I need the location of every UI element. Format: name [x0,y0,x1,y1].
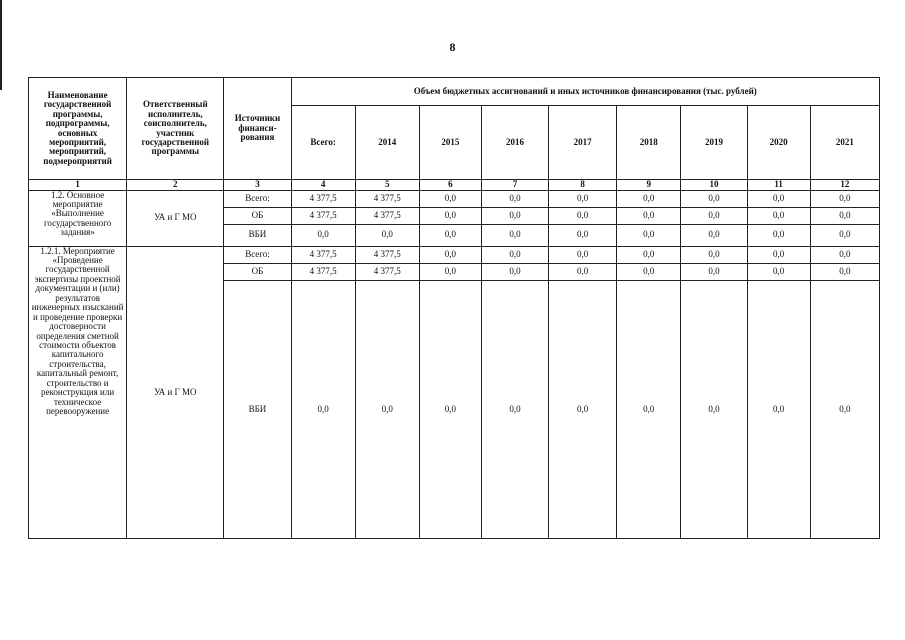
value-cell: 0,0 [810,224,879,246]
value-cell: 0,0 [617,246,681,263]
column-index: 2 [127,180,224,190]
value-cell: 4 377,5 [355,246,419,263]
source-cell: ОБ [224,263,291,280]
column-index: 6 [419,180,481,190]
header-sources: Источники финанси-рования [224,78,291,180]
column-index: 7 [481,180,548,190]
table-row [29,190,880,207]
source-cell: Всего: [224,190,291,207]
value-cell: 4 377,5 [291,190,355,207]
value-cell: 0,0 [355,224,419,246]
value-cell: 0,0 [747,224,810,246]
column-index: 4 [291,180,355,190]
source-cell: ОБ [224,207,291,224]
header-year: 2020 [747,106,810,180]
value-cell: 4 377,5 [291,207,355,224]
value-cell: 0,0 [549,246,617,263]
value-cell: 0,0 [810,246,879,263]
value-cell: 0,0 [549,263,617,280]
value-cell: 0,0 [291,224,355,246]
page-number: 8 [449,40,456,54]
executor-cell: УА и Г МО [127,190,224,246]
value-cell: 0,0 [291,280,355,538]
value-cell: 0,0 [810,190,879,207]
value-cell: 0,0 [681,190,747,207]
header-year: 2014 [355,106,419,180]
header-year: 2019 [681,106,747,180]
value-cell: 0,0 [419,263,481,280]
value-cell: 0,0 [681,207,747,224]
value-cell: 0,0 [481,280,548,538]
value-cell: 4 377,5 [291,246,355,263]
value-cell: 4 377,5 [355,263,419,280]
value-cell: 0,0 [419,190,481,207]
value-cell: 0,0 [617,263,681,280]
value-cell: 0,0 [481,224,548,246]
source-cell: ВБИ [224,224,291,246]
value-cell: 0,0 [747,263,810,280]
header-year: 2018 [617,106,681,180]
column-index-row [29,180,880,190]
column-index: 11 [747,180,810,190]
value-cell: 0,0 [481,190,548,207]
column-index: 12 [810,180,879,190]
column-index: 3 [224,180,291,190]
column-index: 5 [355,180,419,190]
value-cell: 0,0 [810,207,879,224]
header-year: 2016 [481,106,548,180]
value-cell: 0,0 [810,280,879,538]
header-total: Всего: [291,106,355,180]
executor-cell: УА и Г МО [127,246,224,538]
budget-table [28,77,880,539]
value-cell: 4 377,5 [291,263,355,280]
value-cell: 0,0 [481,246,548,263]
value-cell: 0,0 [681,224,747,246]
value-cell: 0,0 [549,207,617,224]
header-row-1 [29,78,880,106]
value-cell: 4 377,5 [355,207,419,224]
value-cell: 0,0 [617,280,681,538]
column-index: 10 [681,180,747,190]
source-cell: ВБИ [224,280,291,538]
column-index: 9 [617,180,681,190]
value-cell: 0,0 [481,207,548,224]
table-row [29,246,880,263]
value-cell: 0,0 [549,280,617,538]
value-cell: 0,0 [481,263,548,280]
value-cell: 0,0 [617,207,681,224]
header-year: 2015 [419,106,481,180]
value-cell: 0,0 [681,280,747,538]
value-cell: 4 377,5 [355,190,419,207]
header-volume: Объем бюджетных ассигнований и иных источников финансирования (тыс. рублей) [291,78,879,106]
value-cell: 0,0 [355,280,419,538]
activity-name: 1.2.1. Мероприятие «Проведение государственной экспертизы проектной документации и (или) результатов инженерных изысканий и проведение проверки достоверности определения сметной стоимости объектов капитального строительства, капитальный ремонт, строительство и реконструкция или техническое перевооружение [29,246,127,538]
activity-name: 1.2. Основное мероприятие «Выполнение государственного задания» [29,190,127,246]
value-cell: 0,0 [747,207,810,224]
header-year: 2021 [810,106,879,180]
value-cell: 0,0 [419,246,481,263]
value-cell: 0,0 [810,263,879,280]
value-cell: 0,0 [549,224,617,246]
column-index: 1 [29,180,127,190]
header-executor: Ответственный исполнитель, соисполнитель, участник государственной программы [127,78,224,180]
value-cell: 0,0 [617,190,681,207]
header-name: Наименование государственной программы, подпрограммы, основных мероприятий, мероприятий, подмероприятий [29,78,127,180]
value-cell: 0,0 [681,246,747,263]
value-cell: 0,0 [747,190,810,207]
source-cell: Всего: [224,246,291,263]
value-cell: 0,0 [549,190,617,207]
value-cell: 0,0 [419,207,481,224]
value-cell: 0,0 [419,280,481,538]
value-cell: 0,0 [747,280,810,538]
value-cell: 0,0 [681,263,747,280]
column-index: 8 [549,180,617,190]
header-year: 2017 [549,106,617,180]
value-cell: 0,0 [747,246,810,263]
value-cell: 0,0 [419,224,481,246]
value-cell: 0,0 [617,224,681,246]
